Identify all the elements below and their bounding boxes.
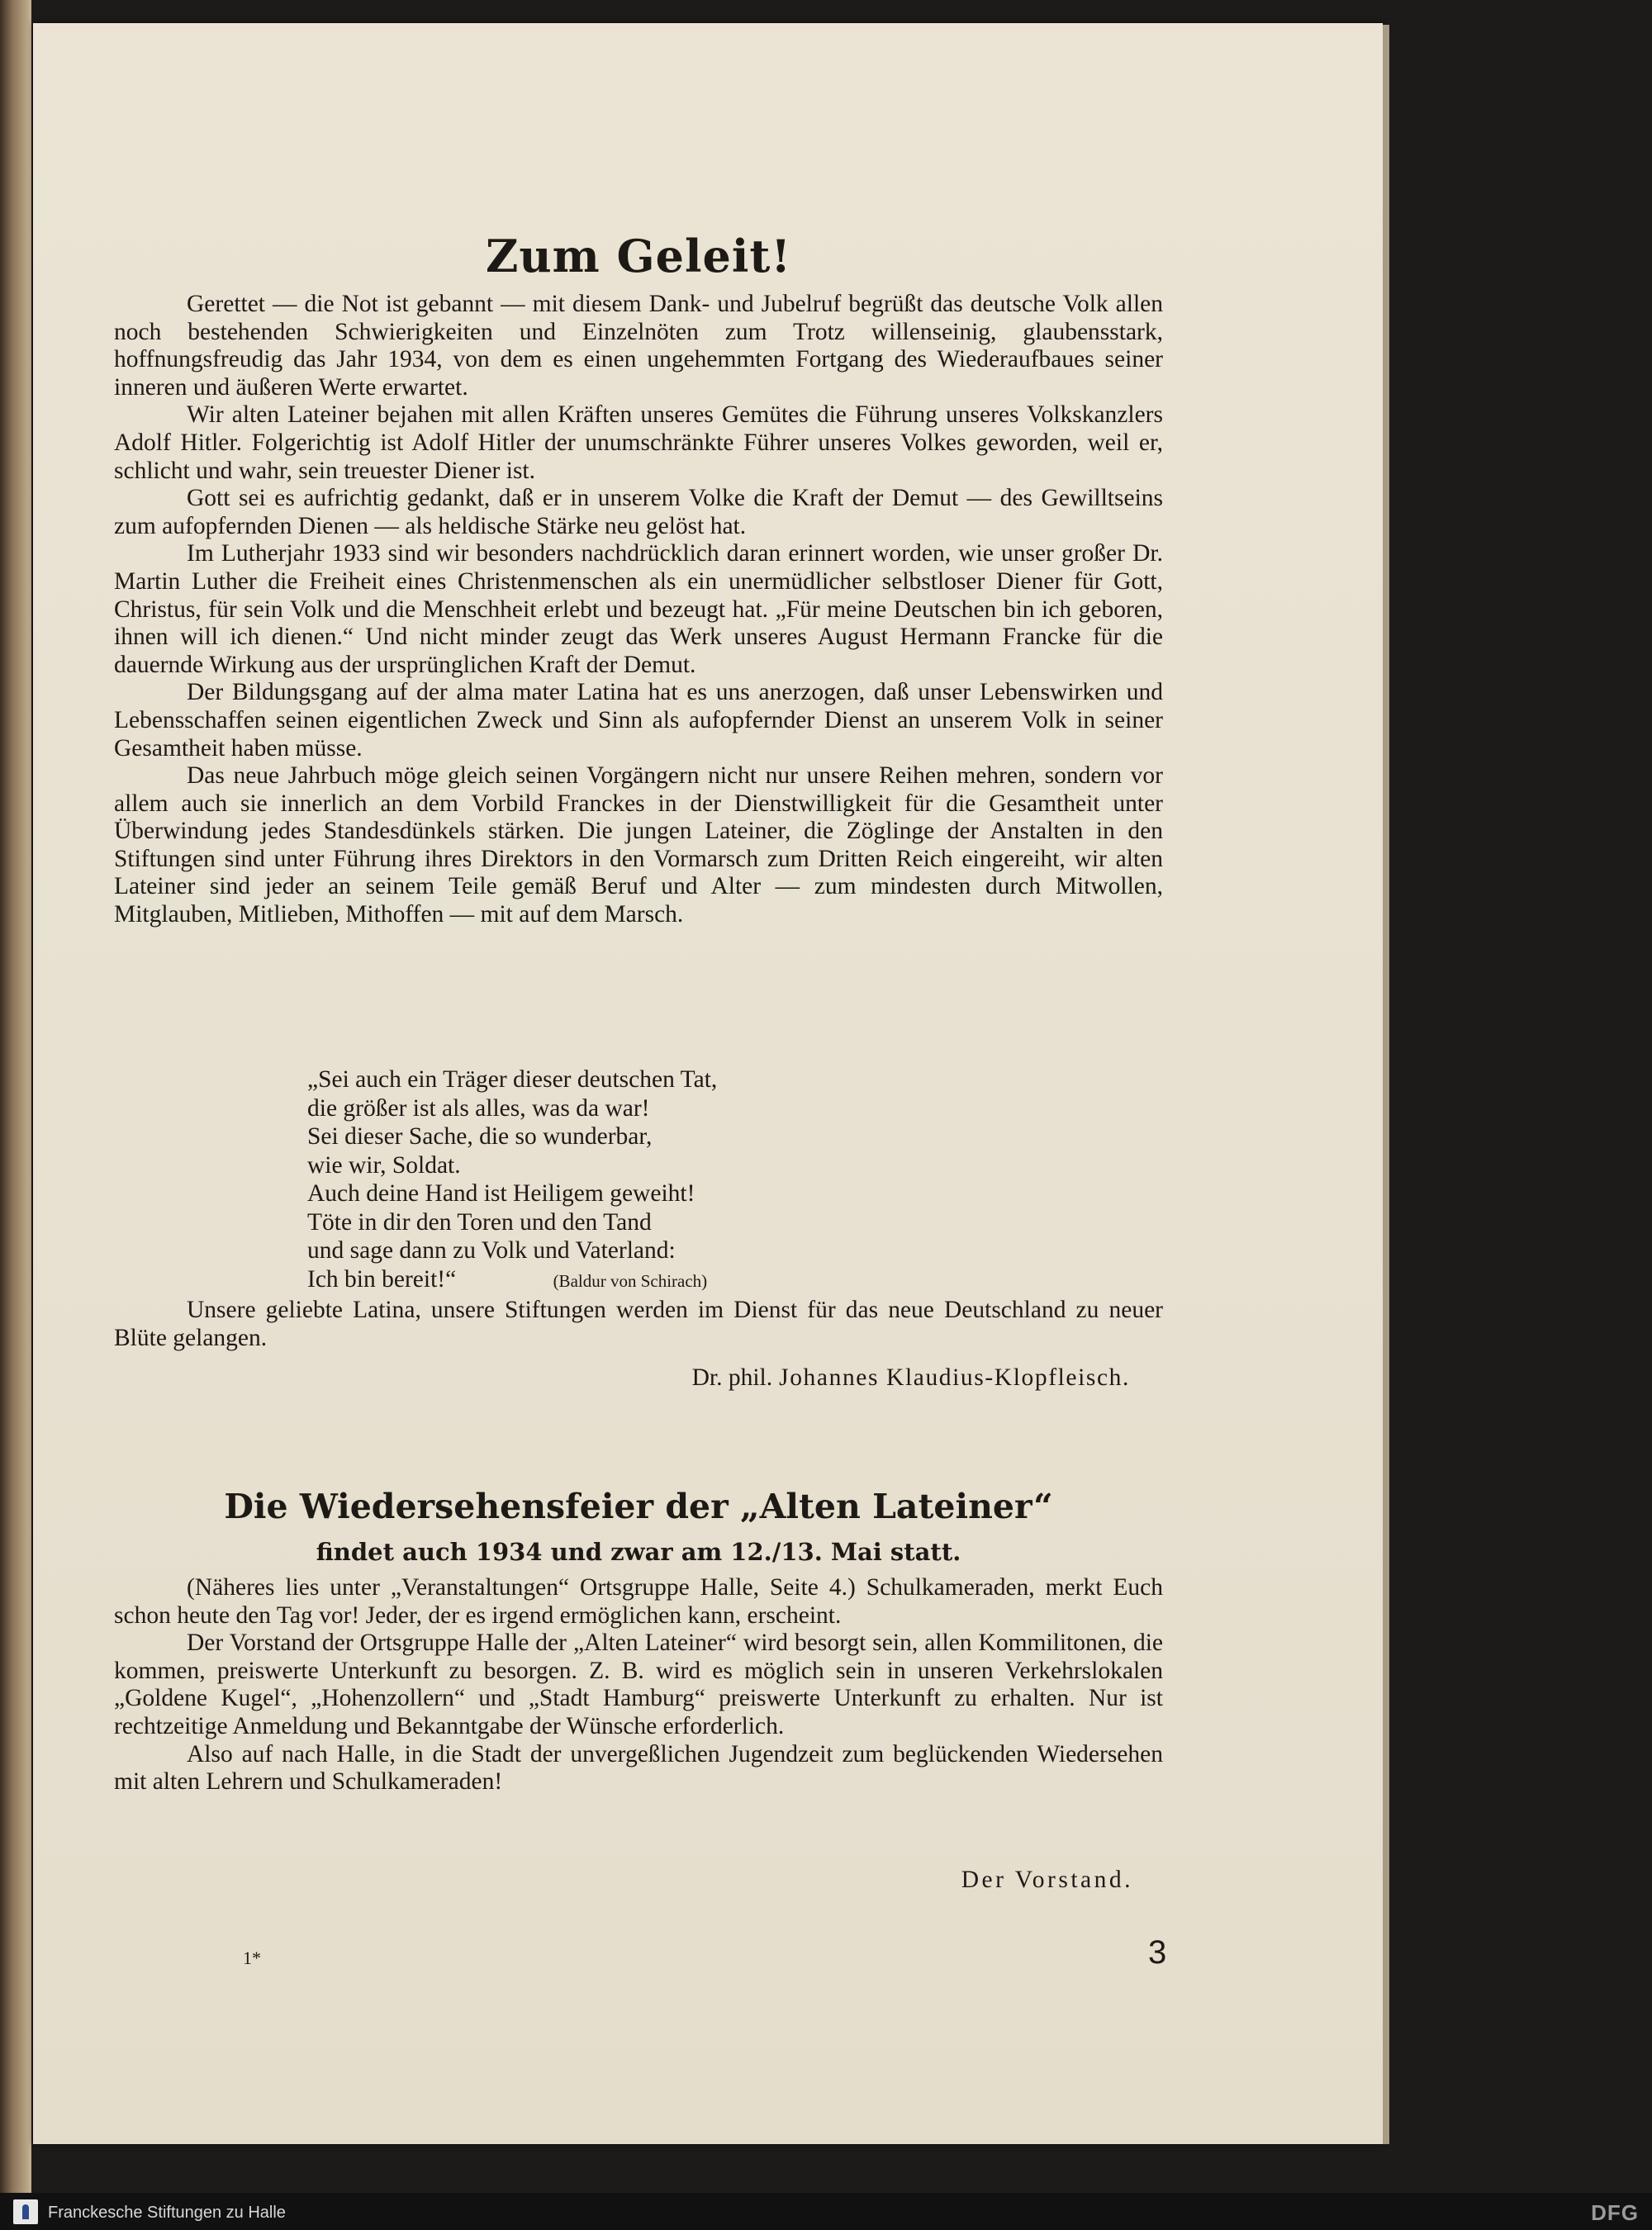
article-body bbox=[114, 291, 1163, 929]
paragraph: Der Vorstand der Ortsgruppe Halle der „Alten Lateiner“ wird besorgt sein, allen Kommilitonen, die kommen, preiswerte Unterkunft zu besorgen. Z. B. wird es möglich sein in unseren Verkehrslokalen „Goldene Kugel“, „Hohenzollern“ und „Stadt Hamburg“ preiswerte Unterkunft zu erhalten. Nur ist rechtzeitige Anmeldung und Bekanntgabe der Wünsche erforderlich. bbox=[114, 1630, 1163, 1739]
poem-line: und sage dann zu Volk und Vaterland: bbox=[307, 1237, 676, 1264]
article-title: Zum Geleit! bbox=[485, 230, 792, 282]
poem-line: Töte in dir den Toren und den Tand bbox=[307, 1208, 652, 1236]
author-name: Johannes Klaudius-Klopfleisch. bbox=[779, 1364, 1130, 1391]
book-spine-edge bbox=[0, 0, 31, 2193]
poem-last-line bbox=[307, 1265, 952, 1296]
poem-line: wie wir, Soldat. bbox=[307, 1151, 461, 1179]
paragraph: Im Lutherjahr 1933 sind wir besonders nachdrücklich daran erinnert worden, wie unser großer Dr. Martin Luther die Freiheit eines Christenmenschen als ein unermüdlicher selbstloser Diener für Gott, Christus, für sein Volk und die Menschheit erlebt und bezeugt hat. „Für meine Deutschen bin ich geboren, ihnen will ich dienen.“ Und nicht minder zeugt das Werk unseres August Hermann Francke für die dauernde Wirkung aus der ursprünglichen Kraft der Demut. bbox=[114, 540, 1163, 678]
closing-text bbox=[114, 1297, 1163, 1352]
poem-line: „Sei auch ein Träger dieser deutschen Tat, bbox=[307, 1066, 718, 1093]
paragraph: Unsere geliebte Latina, unsere Stiftungen werden im Dienst für das neue Deutschland zu neuer Blüte gelangen. bbox=[114, 1297, 1163, 1351]
paragraph: (Näheres lies unter „Veranstaltungen“ Ortsgruppe Halle, Seite 4.) Schulkameraden, merkt Euch schon heute den Tag vor! Jeder, der es irgend ermöglichen kann, erscheint. bbox=[114, 1574, 1163, 1629]
institution-logo-icon[interactable] bbox=[13, 2199, 38, 2224]
page-number: 3 bbox=[1148, 1934, 1167, 1971]
dfg-logo[interactable]: DFG bbox=[1591, 2200, 1639, 2225]
sheet-signature-mark: 1* bbox=[243, 1948, 261, 1968]
paragraph: Also auf nach Halle, in die Stadt der unvergeßlichen Jugendzeit zum beglückenden Wiedersehen mit alten Lehrern und Schulkameraden! bbox=[114, 1740, 1163, 1796]
paragraph: Der Bildungsgang auf der alma mater Latina hat es uns anerzogen, daß unser Lebenswirken und Lebensschaffen seinen eigentlichen Zweck und Sinn als aufopfernder Dienst an unserem Volk in seiner Gesamtheit haben müsse. bbox=[114, 679, 1163, 762]
poem-line: die größer ist als alles, was da war! bbox=[307, 1094, 650, 1122]
article2-body bbox=[114, 1574, 1163, 1796]
paragraph: Das neue Jahrbuch möge gleich seinen Vorgängern nicht nur unsere Reihen mehren, sondern vor allem auch sie innerlich an dem Vorbild Franckes in der Dienstwilligkeit für die Gesamtheit unter Überwindung jedes Standesdünkels stärken. Die jungen Lateiner, die Zöglinge der Anstalten in den Stiftungen sind unter Führung ihres Direktors in den Vormarsch zum Dritten Reich eingereiht, wir alten Lateiner sind jeder an seinem Teile gemäß Beruf und Alter — zum mindesten durch Mitwollen, Mitglauben, Mitlieben, Mithoffen — mit auf dem Marsch. bbox=[114, 762, 1163, 928]
institution-name[interactable]: Franckesche Stiftungen zu Halle bbox=[48, 2204, 286, 2222]
article2-title: Die Wiedersehensfeier der „Alten Lateiner“ bbox=[224, 1487, 1053, 1526]
paragraph: Gerettet — die Not ist gebannt — mit diesem Dank- und Jubelruf begrüßt das deutsche Volk allen noch bestehenden Schwierigkeiten und Einzelnöten zum Trotz willenseinig, glaubensstark, hoffnungsfreudig das Jahr 1934, von dem es einen ungehemmten Fortgang des Wiederaufbaues seiner inneren und äußeren Werte erwartet. bbox=[114, 291, 1163, 401]
poem-source: (Baldur von Schirach) bbox=[553, 1270, 708, 1291]
page-edge bbox=[1383, 25, 1389, 2144]
author-title: Dr. phil. bbox=[691, 1364, 773, 1391]
author-signature bbox=[692, 1364, 1130, 1392]
poem-line: Auch deine Hand ist Heiligem geweiht! bbox=[307, 1180, 695, 1207]
paragraph: Wir alten Lateiner bejahen mit allen Kräften unseres Gemütes die Führung unseres Volkskanzlers Adolf Hitler. Folgerichtig ist Adolf Hitler der unumschränkte Führer unseres Volkes geworden, weil er, schlicht und wahr, sein treuester Diener ist. bbox=[114, 401, 1163, 484]
article2-subtitle: findet auch 1934 und zwar am 12./13. Mai statt. bbox=[316, 1538, 961, 1566]
poem-line: Ich bin bereit!“ bbox=[307, 1265, 457, 1293]
poem-quote bbox=[307, 1065, 952, 1295]
board-signature: Der Vorstand. bbox=[961, 1867, 1133, 1893]
paragraph: Gott sei es aufrichtig gedankt, daß er in unserem Volke die Kraft der Demut — des Gewilltseins zum aufopfernden Dienen — als heldische Stärke neu gelöst hat. bbox=[114, 485, 1163, 539]
poem-line: Sei dieser Sache, die so wunderbar, bbox=[307, 1123, 653, 1150]
